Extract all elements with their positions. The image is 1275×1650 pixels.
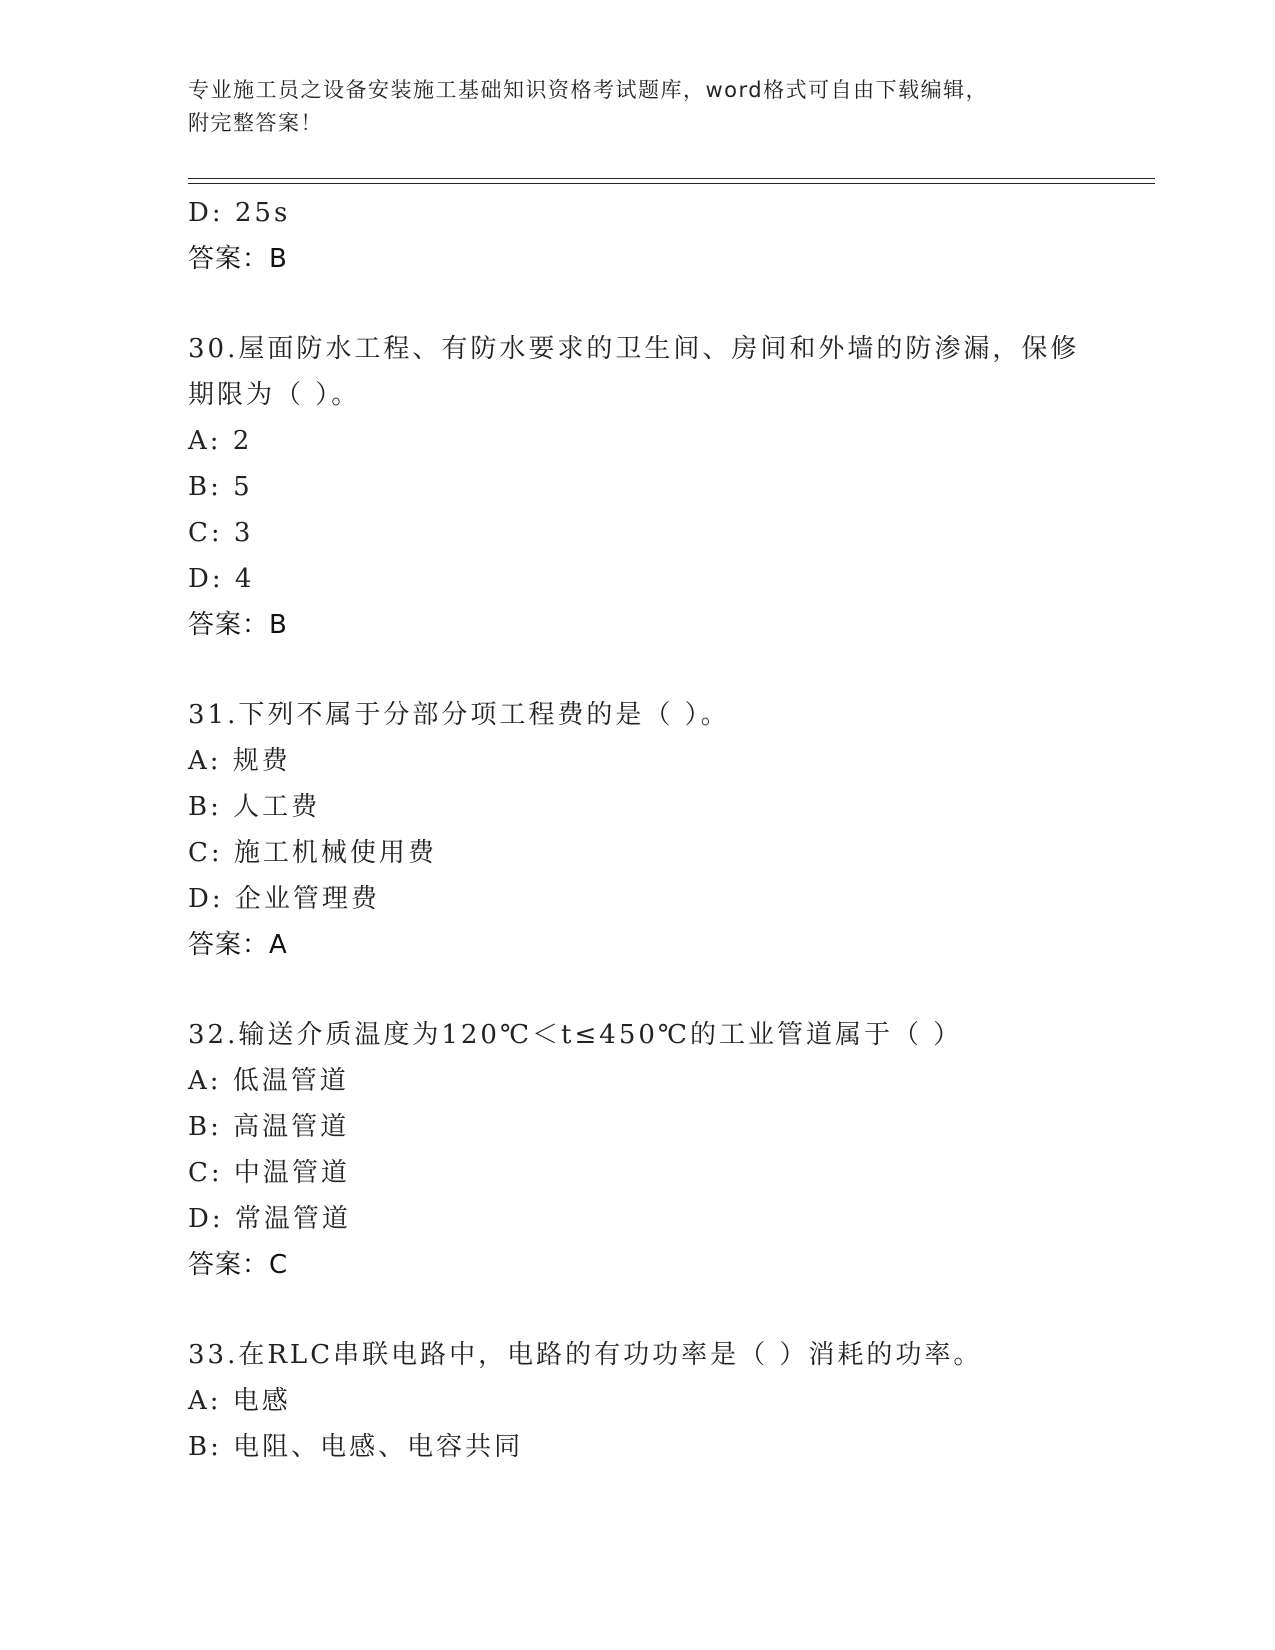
- question-stem: 31.下列不属于分部分项工程费的是（ ）。: [188, 700, 730, 730]
- question-32: [188, 1012, 1088, 1288]
- option-b: B: 5: [188, 472, 253, 502]
- question-31: [188, 692, 1088, 968]
- option-b: B: 高温管道: [188, 1112, 350, 1142]
- header-line-2: 附完整答案！: [188, 111, 323, 135]
- header-line-1: 专业施工员之设备安装施工基础知识资格考试题库，word格式可自由下载编辑，: [188, 78, 989, 102]
- option-a: A: 2: [188, 426, 253, 456]
- option-b: B: 电阻、电感、电容共同: [188, 1432, 524, 1462]
- option-a: A: 低温管道: [188, 1066, 349, 1096]
- option-c: C: 施工机械使用费: [188, 838, 437, 868]
- question-list: [188, 190, 1088, 1470]
- question-stem: 30.屋面防水工程、有防水要求的卫生间、房间和外墙的防渗漏，保修: [188, 334, 1080, 364]
- question-stem-continued: 期限为（ ）。: [188, 380, 361, 410]
- option-a: A: 规费: [188, 746, 291, 776]
- option-b: B: 人工费: [188, 792, 321, 822]
- option-a: A: 电感: [188, 1386, 291, 1416]
- option-d: D: 4: [188, 564, 255, 594]
- option-d: D: 企业管理费: [188, 884, 380, 914]
- option-d: D: 25s: [188, 198, 291, 228]
- document-header: [188, 74, 1088, 140]
- header-divider-top: [188, 178, 1155, 179]
- answer-line: 答案：B: [188, 610, 288, 640]
- question-33: [188, 1332, 1088, 1470]
- header-divider-bottom: [188, 183, 1155, 184]
- answer-line: 答案：A: [188, 930, 288, 960]
- question-29-tail: [188, 190, 1088, 282]
- option-c: C: 中温管道: [188, 1158, 350, 1188]
- answer-line: 答案：C: [188, 1250, 289, 1280]
- answer-line: 答案：B: [188, 244, 288, 274]
- question-stem: 32.输送介质温度为120℃＜t≤450℃的工业管道属于（ ）: [188, 1020, 963, 1050]
- question-stem: 33.在RLC串联电路中，电路的有功功率是（ ）消耗的功率。: [188, 1340, 983, 1370]
- option-d: D: 常温管道: [188, 1204, 351, 1234]
- question-30: [188, 326, 1088, 648]
- option-c: C: 3: [188, 518, 254, 548]
